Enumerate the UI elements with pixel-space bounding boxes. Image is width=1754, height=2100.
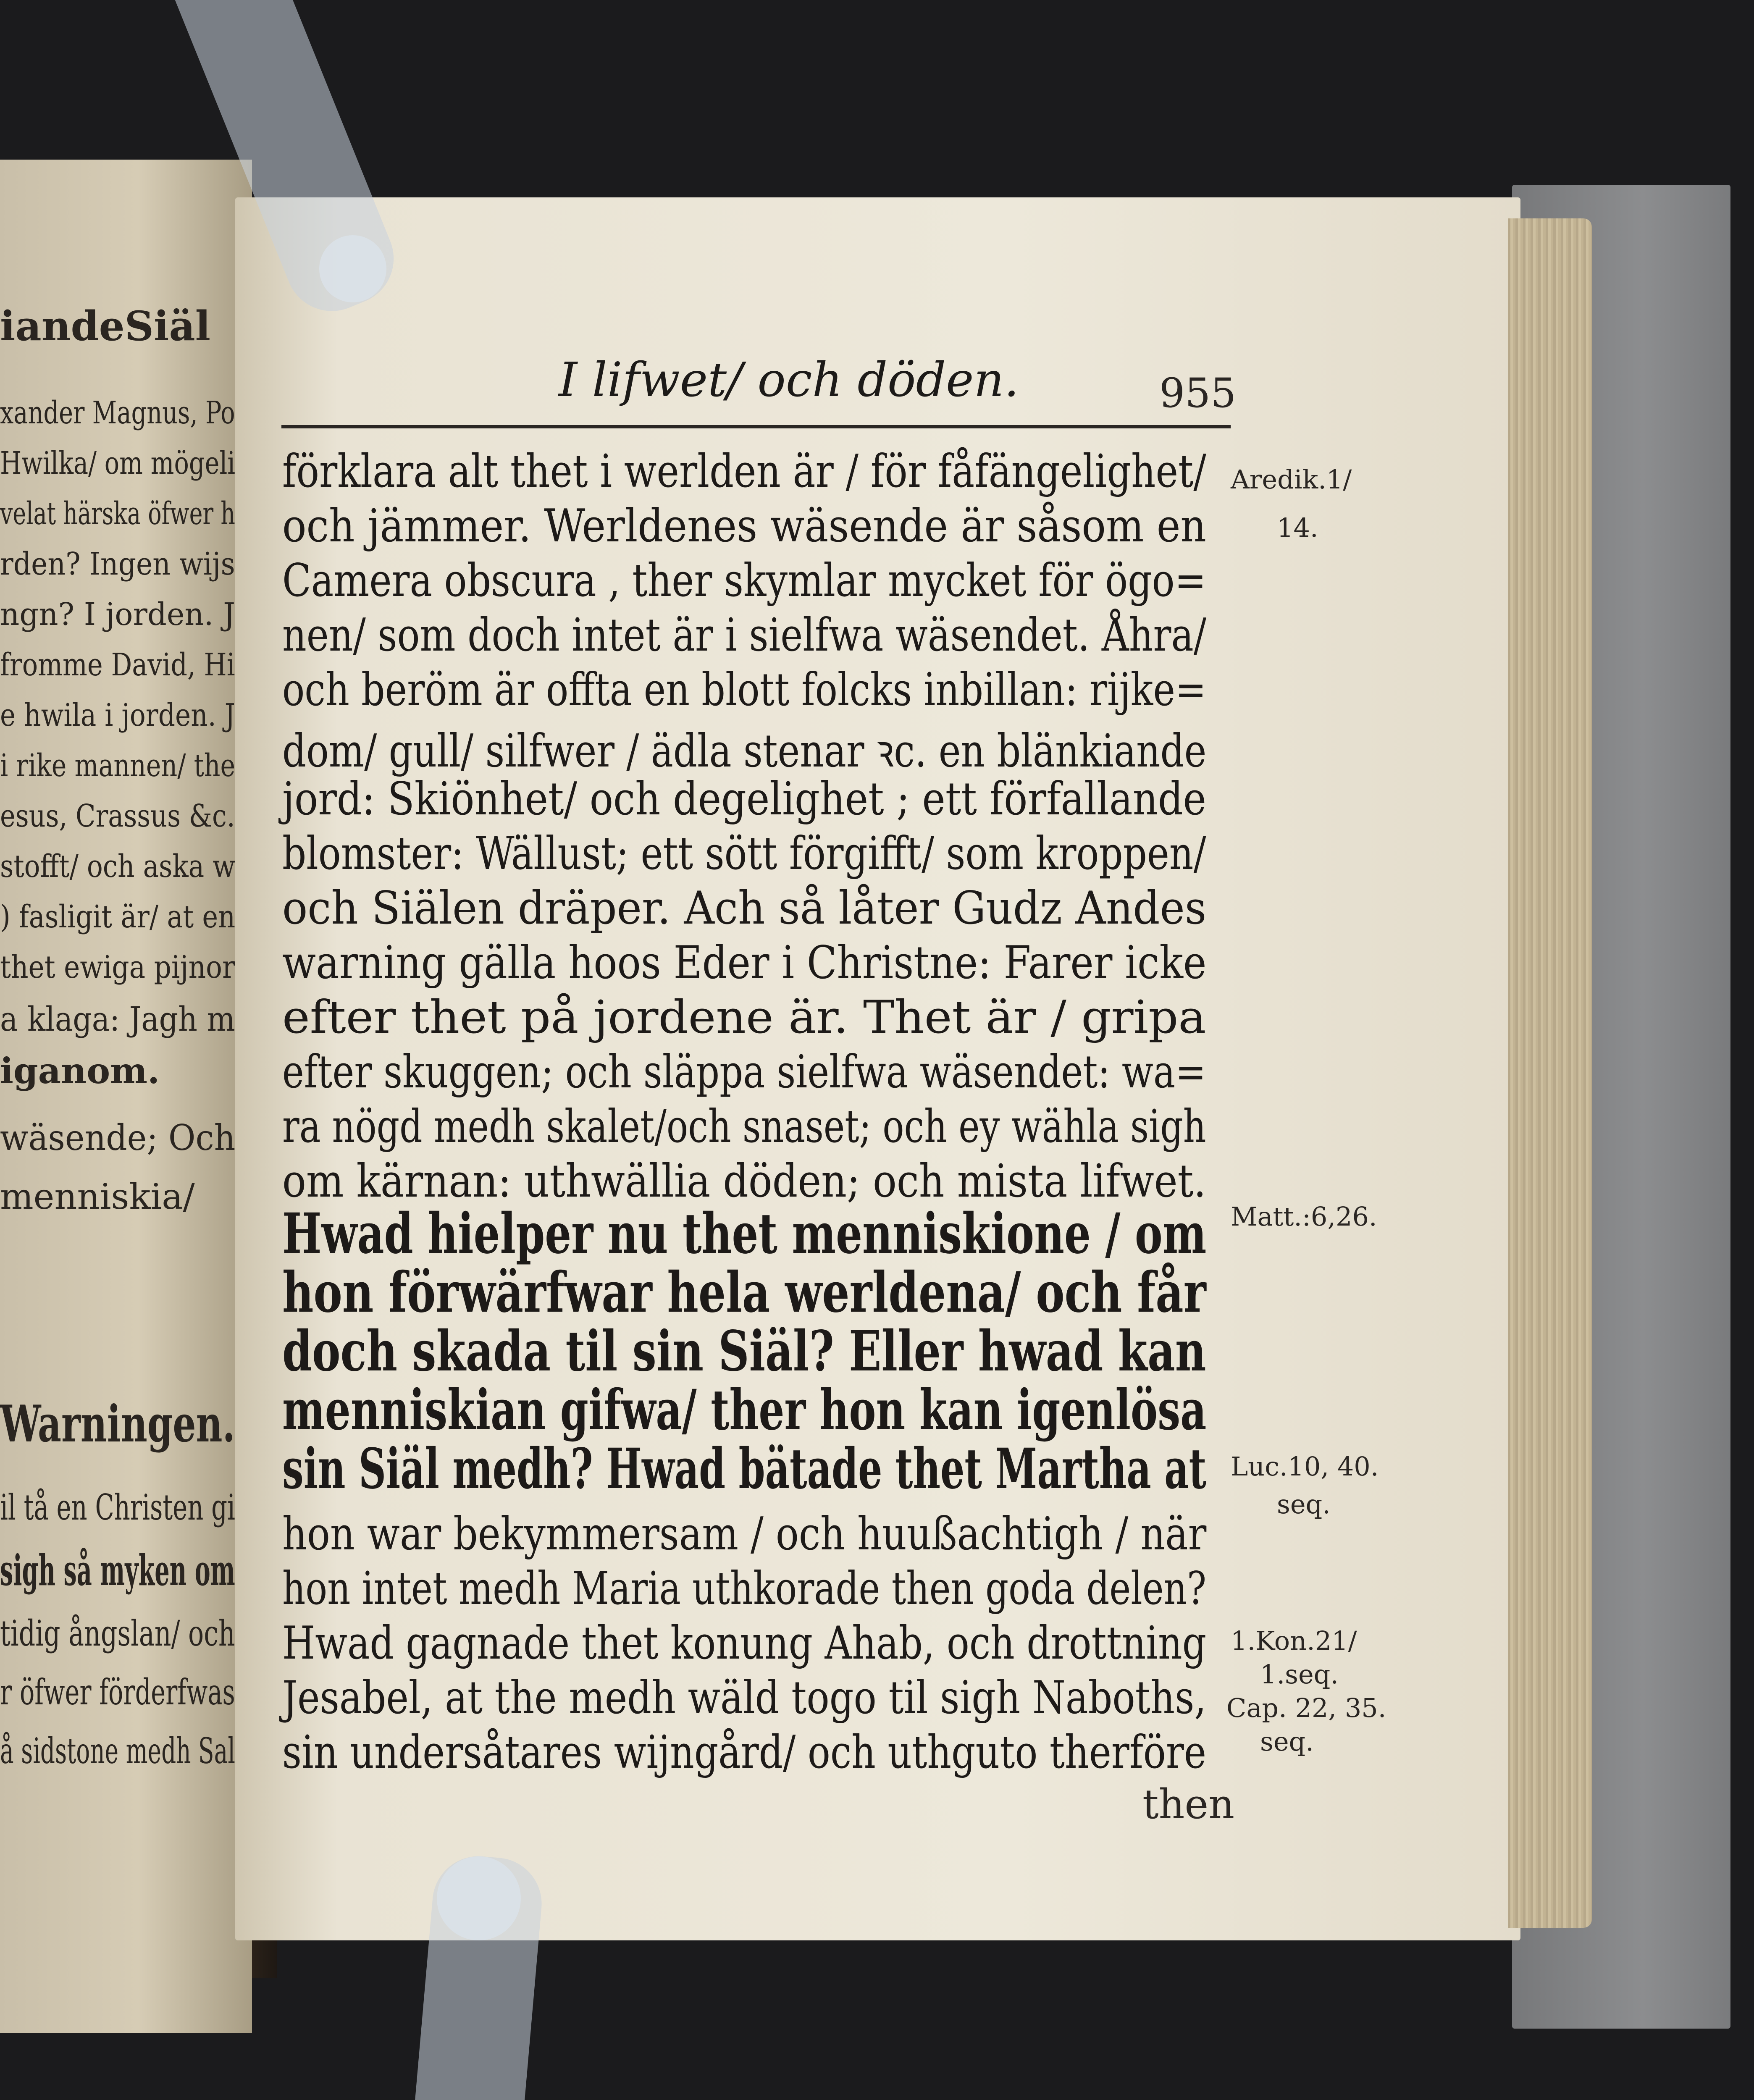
body-line: ra nögd medh skalet/och snaset; och ey wähla sigh: [282, 1100, 1206, 1153]
left-page-heading: iandeSiäl: [0, 302, 211, 350]
margin-note: Luc.10, 40.: [1231, 1451, 1379, 1482]
left-page-line: sigh så myken om: [0, 1546, 235, 1595]
body-line: hon intet medh Maria uthkorade then goda delen?: [282, 1562, 1207, 1615]
body-line: jord: Skiönhet/ och degelighet ; ett förfallande: [282, 773, 1206, 825]
page-weight-top-tip: [319, 235, 386, 302]
left-page-line: wäsende; Och: [0, 1117, 236, 1158]
left-page-line: fromme David, Hi: [0, 647, 235, 683]
left-page-line: Hwilka/ om mögeli: [0, 445, 236, 481]
body-line: och beröm är offta en blott folcks inbillan: rijke=: [282, 664, 1207, 716]
running-head: I lifwet/ och döden.: [559, 353, 1019, 407]
left-page-line: velat härska öfwer h: [0, 496, 235, 532]
left-page: [0, 160, 252, 2033]
body-line: efter thet på jordene är. Thet är / gripa: [282, 991, 1206, 1044]
margin-note: 1.seq.: [1260, 1659, 1339, 1690]
margin-note: Matt.:6,26.: [1231, 1201, 1377, 1232]
body-line-emphasis: Hwad hielper nu thet menniskione / om: [282, 1201, 1207, 1266]
left-page-line: ) fasligit är/ at en: [0, 899, 236, 935]
left-page-line: e hwila i jorden. J: [0, 697, 235, 733]
margin-note: 14.: [1277, 512, 1318, 543]
left-page-line: il tå en Christen gi: [0, 1487, 235, 1528]
body-line: blomster: Wällust; ett sött förgifft/ som kroppen/: [282, 827, 1206, 880]
body-line: Jesabel, at the medh wäld togo til sigh Naboths,: [282, 1672, 1207, 1724]
left-page-line: r öfwer förderfwas: [0, 1672, 235, 1713]
body-line-emphasis: menniskian gifwa/ ther hon kan igenlösa: [282, 1378, 1207, 1443]
left-page-line: menniskia/: [0, 1176, 195, 1217]
body-line: hon war bekymmersam / och huußachtigh / när: [282, 1508, 1207, 1560]
margin-note: seq.: [1277, 1489, 1331, 1520]
body-line: efter skuggen; och släppa sielfwa wäsendet: wa=: [282, 1046, 1206, 1098]
body-line-emphasis: hon förwärfwar hela werldena/ och får: [282, 1260, 1206, 1325]
margin-note: seq.: [1260, 1726, 1314, 1757]
left-page-section-heading: Warningen.: [0, 1394, 235, 1454]
body-line-emphasis: sin Siäl medh? Hwad bätade thet Martha at: [282, 1436, 1207, 1502]
page-number: 955: [1159, 370, 1237, 417]
page-weight-bottom-tip: [437, 1856, 521, 1940]
body-line: om kärnan: uthwällia döden; och mista lifwet.: [282, 1155, 1206, 1208]
left-page-line: tidig ångslan/ och: [0, 1613, 235, 1654]
body-line: och Siälen dräper. Ach så låter Gudz Andes: [282, 882, 1207, 934]
header-rule: [281, 425, 1231, 428]
left-page-line: ngn? I jorden. J: [0, 596, 236, 633]
body-line: sin undersåtares wijngård/ och uthguto therföre: [282, 1726, 1206, 1779]
left-page-line: a klaga: Jagh m: [0, 1000, 235, 1039]
margin-note: Aredik.1/: [1231, 464, 1352, 495]
left-page-line: esus, Crassus &c.: [0, 798, 235, 834]
catchword: then: [1142, 1781, 1235, 1828]
body-line: nen/ som doch intet är i sielfwa wäsendet. Åhra/: [282, 609, 1207, 662]
left-page-line: stofft/ och aska w: [0, 848, 236, 885]
page-edges: [1508, 218, 1592, 1928]
body-line: Camera obscura , ther skymlar mycket för ögo=: [282, 554, 1206, 607]
left-page-line: thet ewiga pijnor: [0, 949, 235, 985]
body-line: warning gälla hoos Eder i Christne: Farer icke: [282, 937, 1207, 989]
left-page-line: å sidstone medh Sal: [0, 1730, 235, 1772]
body-line: förklara alt thet i werlden är / för fåfängelighet/: [282, 445, 1206, 498]
body-line: dom/ gull/ silfwer / ädla stenar ꝛc. en blänkiande: [282, 725, 1207, 777]
left-page-line: rden? Ingen wijs: [0, 546, 235, 582]
body-line: och jämmer. Werldenes wäsende är såsom en: [282, 500, 1206, 552]
margin-note: Cap. 22, 35.: [1226, 1693, 1386, 1723]
left-page-line: iganom.: [0, 1050, 160, 1092]
body-line-emphasis: doch skada til sin Siäl? Eller hwad kan: [282, 1319, 1206, 1384]
margin-note: 1.Kon.21/: [1231, 1625, 1357, 1656]
left-page-line: xander Magnus, Po: [0, 395, 235, 431]
body-line: Hwad gagnade thet konung Ahab, och drottning: [282, 1617, 1207, 1670]
left-page-line: i rike mannen/ the: [0, 748, 236, 784]
